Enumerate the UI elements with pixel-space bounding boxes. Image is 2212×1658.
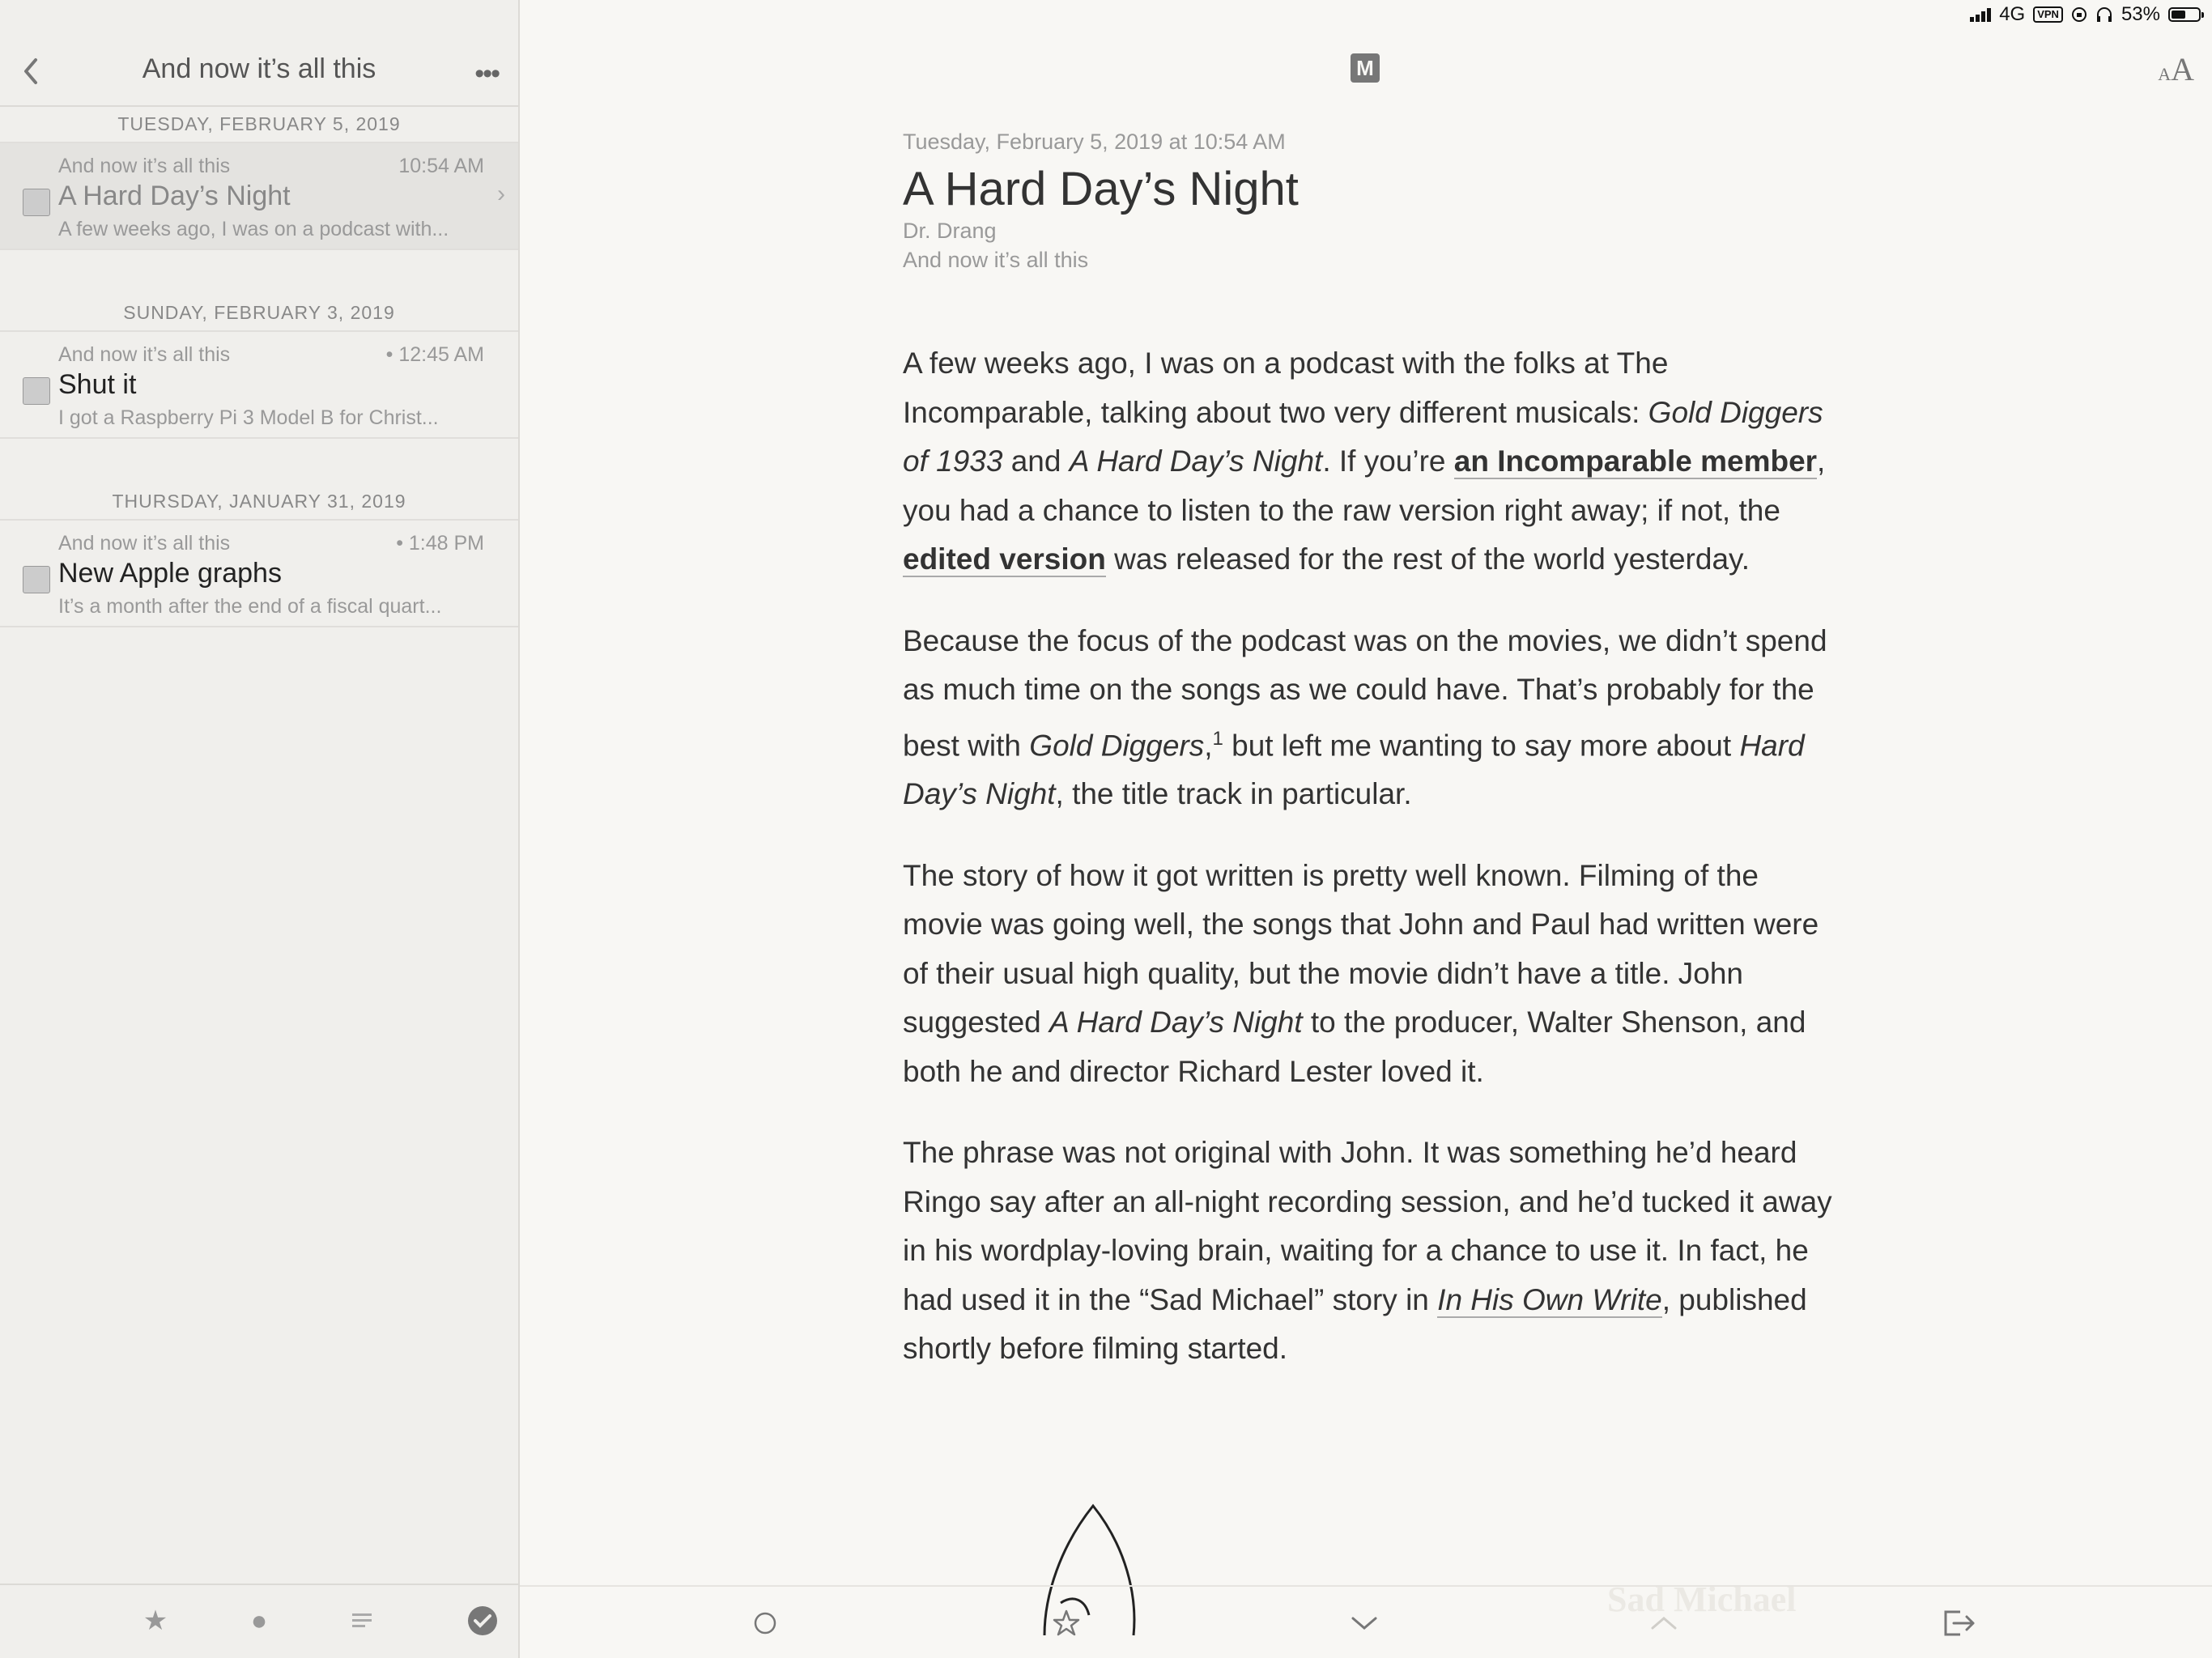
- item-title: A Hard Day’s Night: [58, 181, 291, 211]
- date-separator: THURSDAY, JANUARY 31, 2019: [0, 483, 518, 521]
- avatar: [23, 566, 50, 593]
- chevron-down-icon[interactable]: [1344, 1603, 1385, 1643]
- ellipsis-icon[interactable]: •••: [474, 58, 499, 89]
- article: [903, 130, 1834, 1406]
- item-time: • 1:48 PM: [396, 532, 484, 555]
- paragraph: The phrase was not original with John. It was something he’d heard Ringo say after an all-night recording session, and he’d tucked it away in his wordplay-loving brain, waiting for a chance to use it. In fact, he had used it in the “Sad Michael” story in In His Own Write, published shortly before filming started.: [903, 1136, 1832, 1366]
- list-item[interactable]: [0, 521, 518, 627]
- chevron-right-icon: ›: [497, 181, 505, 207]
- article-date: Tuesday, February 5, 2019 at 10:54 AM: [903, 130, 1286, 154]
- share-icon[interactable]: [1940, 1603, 1980, 1643]
- avatar: [23, 377, 50, 405]
- item-feed: And now it’s all this: [58, 155, 231, 177]
- list-icon[interactable]: [347, 1605, 379, 1637]
- item-title: New Apple graphs: [58, 558, 282, 589]
- m-logo-icon: M: [1351, 53, 1380, 83]
- avatar: [23, 189, 50, 216]
- paragraph: A few weeks ago, I was on a podcast with the folks at The Incomparable, talking about two very different musicals: Gold Diggers of 1933 and A Hard Day’s Night. If you’re an Incomparable member, you had a chance to listen to the raw version right away; if not, the edited version was released for the rest of the world yesterday.: [903, 346, 1826, 576]
- article-list-sidebar: [0, 0, 520, 1658]
- item-excerpt: It’s a month after the end of a fiscal quart...: [58, 595, 442, 618]
- list-item[interactable]: [0, 143, 518, 250]
- reader-toolbar: [520, 1585, 2212, 1658]
- edited-version-link[interactable]: edited version: [903, 542, 1106, 576]
- star-icon[interactable]: [1046, 1603, 1087, 1643]
- sidebar-header: [0, 40, 518, 107]
- battery-percent: 53%: [2121, 3, 2160, 25]
- checkmark-circle-icon[interactable]: [466, 1605, 499, 1637]
- item-excerpt: A few weeks ago, I was on a podcast with...: [58, 218, 449, 240]
- item-time: 10:54 AM: [398, 155, 484, 177]
- article-title: A Hard Day’s Night: [903, 163, 1299, 215]
- list-item[interactable]: [0, 332, 518, 439]
- paragraph: The story of how it got written is pretty well known. Filming of the movie was going well, the songs that John and Paul had written were of their usual high quality, but the movie didn’t have a title. John suggested A Hard Day’s Night to the producer, Walter Shenson, and both he and director Richard Lester loved it.: [903, 858, 1819, 1088]
- signal-icon: [1970, 7, 1991, 22]
- paragraph: Because the focus of the podcast was on the movies, we didn’t spend as much time on the songs as we could have. That’s probably for the best with Gold Diggers,$^1$ but left me wanting to say more about Hard Day’s Night, the title track in particular.: [903, 623, 1827, 811]
- item-time: • 12:45 AM: [385, 343, 484, 366]
- circle-icon[interactable]: [745, 1603, 785, 1643]
- dot-icon[interactable]: ●: [250, 1605, 268, 1636]
- date-separator: SUNDAY, FEBRUARY 3, 2019: [0, 295, 518, 332]
- sidebar-toolbar: [0, 1584, 518, 1658]
- illustration-caption: Sad Michael: [1607, 1579, 1797, 1619]
- sidebar-title: And now it’s all this: [142, 53, 376, 84]
- article-body: [903, 339, 1834, 1374]
- item-feed: And now it’s all this: [58, 343, 231, 366]
- rotation-lock-icon: [2071, 6, 2087, 23]
- network-type: 4G: [1999, 3, 2026, 25]
- chevron-up-icon[interactable]: [1644, 1603, 1684, 1643]
- font-size-icon[interactable]: AA: [2158, 51, 2194, 87]
- item-title: Shut it: [58, 369, 137, 400]
- incomparable-member-link[interactable]: an Incomparable member: [1453, 444, 1818, 478]
- headphones-icon: [2095, 6, 2113, 23]
- in-his-own-write-link[interactable]: In His Own Write: [1437, 1282, 1662, 1316]
- item-feed: And now it’s all this: [58, 532, 231, 555]
- vpn-badge: VPN: [2033, 6, 2063, 23]
- battery-icon: [2168, 7, 2201, 22]
- item-excerpt: I got a Raspberry Pi 3 Model B for Christ...: [58, 406, 439, 429]
- star-icon[interactable]: ★: [143, 1605, 168, 1636]
- footnote-link[interactable]: 1: [1212, 727, 1223, 750]
- date-separator: TUESDAY, FEBRUARY 5, 2019: [0, 106, 518, 143]
- status-bar-right: [1970, 3, 2201, 26]
- article-author: Dr. Drang: [903, 219, 997, 243]
- article-feed: And now it’s all this: [903, 248, 1089, 272]
